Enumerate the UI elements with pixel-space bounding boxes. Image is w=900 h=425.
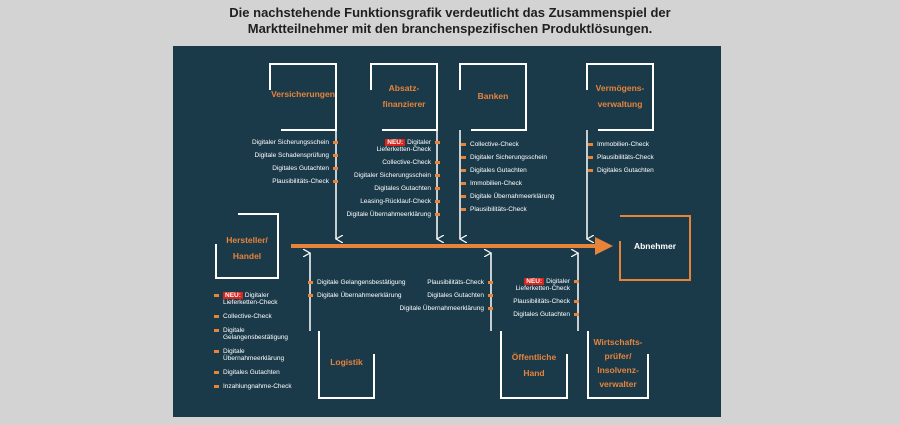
list-item: Plausibilitäts-Check [597, 154, 654, 161]
list-item: Plausibilitäts-Check [399, 279, 484, 286]
list-item: Digitales Gutachten [513, 311, 570, 318]
label-wp-line2: prüfer/ [604, 351, 632, 361]
list-item: Digitales Gutachten [223, 369, 292, 376]
list-vermoegensverwaltung [597, 141, 654, 174]
list-item: Digitale Schadensprüfung [252, 152, 329, 159]
list-item: Plausibilitäts-Check [252, 178, 329, 185]
label-hersteller-line2: Handel [232, 251, 262, 261]
function-diagram [173, 46, 721, 417]
list-item: Digitale [223, 327, 292, 334]
list-item: Plausibilitäts-Check [513, 298, 570, 305]
list-item: Digitaler Sicherungsschein [252, 139, 329, 146]
list-item: Digitaler Sicherungsschein [470, 154, 555, 161]
list-item-new: NEU: Digitaler [513, 278, 570, 285]
list-item: Digitale Übernahmeerklärung [470, 193, 555, 200]
list-absatzfinanzierer [346, 139, 431, 218]
label-banken: Banken [477, 91, 509, 101]
list-item: Digitales Gutachten [597, 167, 654, 174]
list-item: Digitale Übernahmeerklärung [399, 305, 484, 312]
label-verm-line2: verwaltung [597, 99, 643, 109]
label-absatz-line2: finanzierer [382, 99, 426, 109]
list-item: Immobilien-Check [597, 141, 654, 148]
list-item-new: NEU: Digitaler [346, 139, 431, 146]
label-oeff-line1: Öffentliche [511, 352, 557, 362]
list-hersteller [223, 292, 292, 390]
list-item: Immobilien-Check [470, 180, 555, 187]
caption-line-1: Die nachstehende Funktionsgrafik verdeutlicht das Zusammenspiel der [229, 5, 671, 20]
list-item: Digitales Gutachten [252, 165, 329, 172]
label-wp-line4: verwalter [599, 379, 637, 389]
list-item: Übernahmeerklärung [223, 355, 285, 362]
list-versicherungen [252, 139, 329, 185]
list-oeffentliche-hand [399, 279, 484, 312]
list-wirtschaftspruefer [513, 278, 570, 318]
list-item: Digitales Gutachten [346, 185, 431, 192]
label-logistik: Logistik [330, 357, 363, 367]
list-item: Leasing-Rücklauf-Check [346, 198, 431, 205]
list-banken [470, 141, 555, 213]
list-item: Digitaler Sicherungsschein [346, 172, 431, 179]
label-absatz-line1: Absatz- [388, 83, 420, 93]
list-item: Collective-Check [223, 313, 292, 320]
list-item: Inzahlungnahme-Check [223, 383, 292, 390]
list-item: Digitales Gutachten [470, 167, 555, 174]
list-item: Plausibilitäts-Check [470, 206, 555, 213]
caption-line-2: Marktteilnehmer mit den branchenspezifischen Produktlösungen. [247, 21, 653, 36]
new-badge: NEU: [225, 292, 241, 299]
list-item: Digitale [223, 348, 292, 355]
list-item: Lieferketten-Check [223, 299, 278, 306]
label-verm-line1: Vermögens- [595, 83, 645, 93]
label-wp-line1: Wirtschafts- [593, 337, 643, 347]
list-logistik [317, 279, 406, 299]
list-item-new: NEU: Digitaler [223, 292, 292, 299]
list-item: Digitale Übernahmeerklärung [346, 211, 431, 218]
list-item: Digitale Gelangensbestätigung [317, 279, 406, 286]
list-item: Digitales Gutachten [399, 292, 484, 299]
list-item: Lieferketten-Check [376, 146, 431, 153]
list-item: Gelangensbestätigung [223, 334, 289, 341]
label-oeff-line2: Hand [523, 368, 545, 378]
label-hersteller-line1: Hersteller/ [226, 235, 268, 245]
label-wp-line3: Insolvenz- [597, 365, 639, 375]
label-versicherungen: Versicherungen [271, 89, 335, 99]
new-badge: NEU: [526, 278, 543, 285]
list-item: Collective-Check [470, 141, 555, 148]
list-item: Digitale Übernahmeerklärung [317, 292, 406, 299]
list-item: Lieferketten-Check [515, 285, 570, 292]
list-item: Collective-Check [346, 159, 431, 166]
label-abnehmer: Abnehmer [633, 241, 677, 251]
caption [0, 5, 900, 37]
new-badge: NEU: [387, 139, 404, 146]
